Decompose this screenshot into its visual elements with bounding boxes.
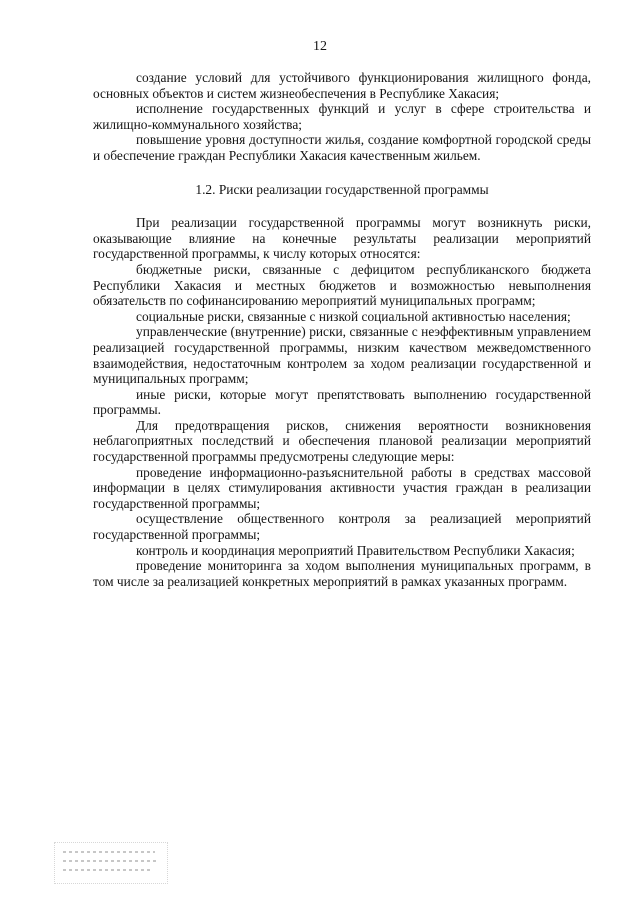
- paragraph-budget-risks: бюджетные риски, связанные с дефицитом республиканского бюджета Республики Хакасия и местных бюджетов и возможностью невыполнения обязательств по софинансированию мероприятий муниципальных программ;: [93, 261, 591, 309]
- section-heading: 1.2. Риски реализации государственной программы: [195, 181, 489, 197]
- paragraph-government-coordination: контроль и координация мероприятий Правительством Республики Хакасия;: [136, 542, 575, 558]
- paragraph-information-work: проведение информационно-разъяснительной работы в средствах массовой информации в целях стимулирования активности участия граждан в реализации государственной программы;: [93, 464, 591, 511]
- document-stamp: [54, 842, 168, 884]
- paragraph-state-functions: исполнение государственных функций и услуг в сфере строительства и жилищно-коммунального хозяйства;: [93, 101, 591, 132]
- paragraph-monitoring: проведение мониторинга за ходом выполнения муниципальных программ, в том числе за реализацией конкретных мероприятий в рамках указанных программ.: [93, 558, 591, 589]
- paragraph-public-control: осуществление общественного контроля за реализацией мероприятий государственной программы;: [93, 511, 591, 543]
- paragraph-risks-intro: При реализации государственной программы могут возникнуть риски, оказывающие влияние на конечные результаты реализации мероприятий государственной программы, к числу которых относятся:: [93, 215, 591, 262]
- document-body: [93, 70, 591, 589]
- page-number: 12: [313, 39, 327, 54]
- paragraph-housing-conditions: создание условий для устойчивого функционирования жилищного фонда, основных объектов и систем жизнеобеспечения в Республике Хакасия;: [93, 70, 591, 101]
- paragraph-management-risks: управленческие (внутренние) риски, связанные с неэффективным управлением реализацией государственной программы, низким качеством межведомственного взаимодействия, недостаточным контролем за ходом реализации государственной и муниципальных программ;: [93, 324, 591, 387]
- paragraph-housing-affordability: повышение уровня доступности жилья, создание комфортной городской среды и обеспечение граждан Республики Хакасия качественным жильем.: [93, 132, 591, 163]
- paragraph-social-risks: социальные риски, связанные с низкой социальной активностью населения;: [136, 308, 571, 324]
- paragraph-other-risks: иные риски, которые могут препятствовать выполнению государственной программы.: [93, 386, 591, 418]
- paragraph-prevention-measures: Для предотвращения рисков, снижения вероятности возникновения неблагоприятных последствий и обеспечения плановой реализации мероприятий государственной программы предусмотрены следующие меры:: [93, 417, 591, 465]
